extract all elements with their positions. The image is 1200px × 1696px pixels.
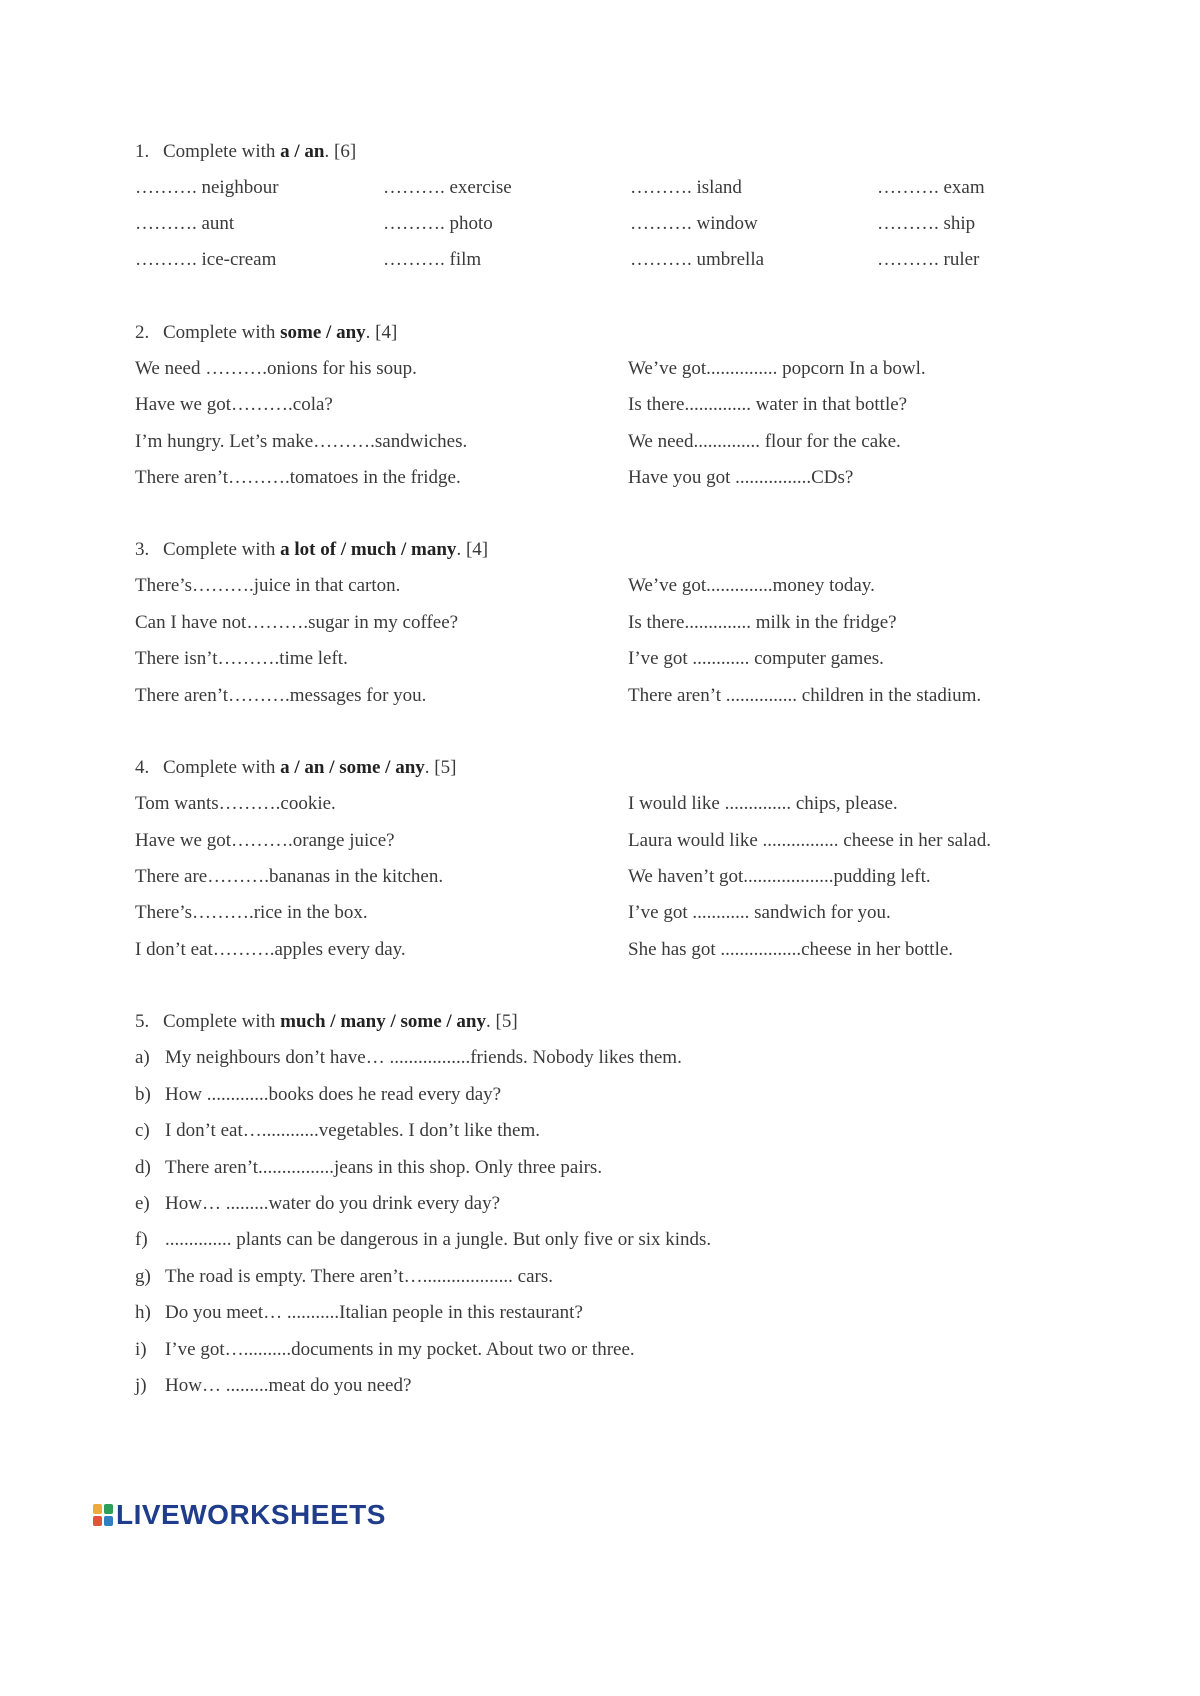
- s4-left-item: Have we got……….orange juice?: [135, 830, 395, 851]
- s2-right-item: We’ve got............... popcorn In a bowl.: [628, 358, 926, 379]
- s2-left-item: There aren’t……….tomatoes in the fridge.: [135, 467, 461, 488]
- s5-item: g) The road is empty. There aren’t…................... cars.: [135, 1266, 553, 1287]
- s4-right-item: I would like .............. chips, please.: [628, 793, 898, 814]
- s1-item: ………. umbrella: [630, 249, 765, 270]
- s4-left-item: There’s……….rice in the box.: [135, 902, 368, 923]
- s5-item: e) How… .........water do you drink every day?: [135, 1193, 501, 1214]
- s1-item: ………. island: [630, 177, 742, 198]
- s5-item: h) Do you meet… ...........Italian people in this restaurant?: [135, 1302, 583, 1323]
- s3-right-item: There aren’t ............... children in the stadium.: [628, 685, 982, 706]
- s1-item: ………. neighbour: [135, 177, 279, 198]
- s5-item: a) My neighbours don’t have… .................friends. Nobody likes them.: [135, 1047, 682, 1068]
- s1-item: ………. photo: [383, 213, 493, 234]
- section-1-heading: 1. Complete with a / an. [6]: [135, 141, 357, 162]
- s3-left-item: There’s……….juice in that carton.: [135, 575, 401, 596]
- s4-left-item: Tom wants……….cookie.: [135, 793, 336, 814]
- s1-item: ………. ruler: [877, 249, 980, 270]
- s2-right-item: We need.............. flour for the cake.: [628, 431, 901, 452]
- s1-item: ………. ice-cream: [135, 249, 277, 270]
- s3-left-item: Can I have not……….sugar in my coffee?: [135, 612, 459, 633]
- s4-right-item: She has got .................cheese in her bottle.: [628, 939, 954, 960]
- s5-item: d) There aren’t................jeans in this shop. Only three pairs.: [135, 1157, 603, 1178]
- s4-left-item: I don’t eat……….apples every day.: [135, 939, 406, 960]
- section-5-heading: 5. Complete with much / many / some / any. [5]: [135, 1011, 518, 1032]
- section-3-heading: 3. Complete with a lot of / much / many. [4]: [135, 539, 489, 560]
- s3-right-item: We’ve got..............money today.: [628, 575, 875, 596]
- s4-right-item: I’ve got ............ sandwich for you.: [628, 902, 891, 923]
- s2-left-item: We need ……….onions for his soup.: [135, 358, 417, 379]
- s2-left-item: I’m hungry. Let’s make……….sandwiches.: [135, 431, 468, 452]
- s4-left-item: There are……….bananas in the kitchen.: [135, 866, 444, 887]
- s2-left-item: Have we got……….cola?: [135, 394, 333, 415]
- liveworksheets-logo[interactable]: [92, 1500, 386, 1530]
- s5-item: j) How… .........meat do you need?: [135, 1375, 412, 1396]
- s1-item: ………. exam: [877, 177, 985, 198]
- section-4-heading: 4. Complete with a / an / some / any. [5]: [135, 757, 457, 778]
- s2-right-item: Have you got ................CDs?: [628, 467, 854, 488]
- s4-right-item: Laura would like ................ cheese in her salad.: [628, 830, 991, 851]
- liveworksheets-logo-text: LIVEWORKSHEETS: [116, 1499, 386, 1530]
- s3-right-item: Is there.............. milk in the fridge?: [628, 612, 897, 633]
- s5-item: c) I don’t eat…............vegetables. I don’t like them.: [135, 1120, 540, 1141]
- s3-left-item: There isn’t……….time left.: [135, 648, 348, 669]
- s4-right-item: We haven’t got...................pudding left.: [628, 866, 931, 887]
- s5-item: f) .............. plants can be dangerous in a jungle. But only five or six kinds.: [135, 1229, 712, 1250]
- s1-item: ………. aunt: [135, 213, 235, 234]
- s1-item: ………. film: [383, 249, 482, 270]
- s1-item: ………. ship: [877, 213, 976, 234]
- section-2-heading: 2. Complete with some / any. [4]: [135, 322, 398, 343]
- s3-left-item: There aren’t……….messages for you.: [135, 685, 427, 706]
- s2-right-item: Is there.............. water in that bottle?: [628, 394, 908, 415]
- liveworksheets-logo-icon: [92, 1502, 114, 1528]
- s5-item: b) How .............books does he read every day?: [135, 1084, 502, 1105]
- s5-item: i) I’ve got…..........documents in my pocket. About two or three.: [135, 1339, 635, 1360]
- s1-item: ………. window: [630, 213, 758, 234]
- s1-item: ………. exercise: [383, 177, 512, 198]
- s3-right-item: I’ve got ............ computer games.: [628, 648, 884, 669]
